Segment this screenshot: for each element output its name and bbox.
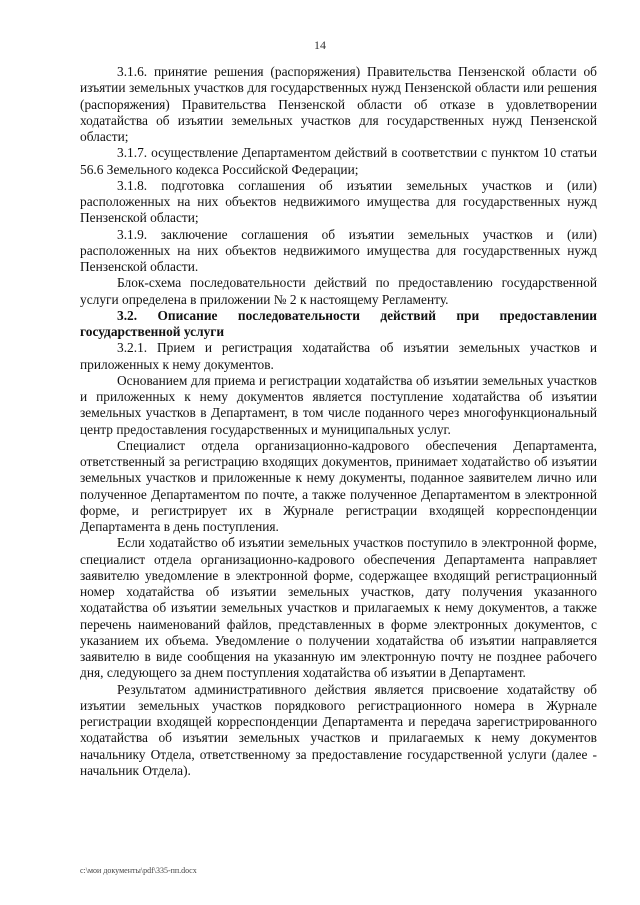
paragraph-3-1-9: 3.1.9. заключение соглашения об изъятии земельных участков и (или) расположенных на них объектов недвижимого имущества для государственных нужд Пензенской области. bbox=[80, 226, 597, 274]
paragraph-result: Результатом административного действия является присвоение ходатайству об изъятии земельных участков порядкового регистрационного номера в Журнале регистрации входящей корреспонденции Департамента и передача зарегистрированного ходатайства об изъятии земельных участков и прилагаемых к нему документов начальнику Отдела, ответственному за предоставление государственной услуги (далее - начальник Отдела). bbox=[80, 681, 597, 778]
paragraph-basis: Основанием для приема и регистрации ходатайства об изъятии земельных участков и приложенных к нему документов является поступление ходатайства об изъятии земельных участков в Департамент, в том числе поданного через многофункциональный центр предоставления государственных и муниципальных услуг. bbox=[80, 372, 597, 437]
paragraph-3-2-1: 3.2.1. Прием и регистрация ходатайства об изъятии земельных участков и приложенных к нему документов. bbox=[80, 340, 597, 372]
paragraph-3-1-6: 3.1.6. принятие решения (распоряжения) Правительства Пензенской области об изъятии земельных участков для государственных нужд Пензенской области или решения (распоряжения) Правительства Пензенской области об отказе в удовлетворении ходатайства об изъятии земельных участков для государственных нужд Пензенской области; bbox=[80, 64, 597, 144]
page-number: 14 bbox=[314, 38, 326, 52]
paragraph-specialist: Специалист отдела организационно-кадрового обеспечения Департамента, ответственный за регистрацию входящих документов, принимает ходатайство об изъятии земельных участков и приложенные к нему документы, поданное заявителем лично или полученное Департаментом по почте, а также полученное Департаментом в электронной форме, и регистрирует их в Журнале регистрации входящей корреспонденции Департамента в день поступления. bbox=[80, 437, 597, 534]
paragraph-electronic-form: Если ходатайство об изъятии земельных участков поступило в электронной форме, специалист отдела организационно-кадрового обеспечения Департамента направляет заявителю уведомление в электронной форме, содержащее входящий регистрационный номер ходатайства об изъятии земельных участков, дату получения указанного ходатайства об изъятии земельных участков и прилагаемых к нему документов, а также перечень наименований файлов, представленных в форме электронных документов, с указанием их объема. Уведомление о получении ходатайства об изъятии направляется заявителю в виде сообщения на указанную им электронную почту не позднее рабочего дня, следующего за днем поступления ходатайства об изъятии в Департамент. bbox=[80, 535, 597, 681]
footer-file-path: c:\мои документы\pdf\335-пп.docx bbox=[80, 866, 197, 875]
paragraph-3-1-7: 3.1.7. осуществление Департаментом действий в соответствии с пунктом 10 статьи 56.6 Земельного кодекса Российской Федерации; bbox=[80, 145, 597, 177]
document-body bbox=[80, 64, 597, 779]
paragraph-3-1-8: 3.1.8. подготовка соглашения об изъятии земельных участков и (или) расположенных на них объектов недвижимого имущества для государственных нужд Пензенской области; bbox=[80, 177, 597, 226]
paragraph-block-scheme: Блок-схема последовательности действий по предоставлению государственной услуги определена в приложении № 2 к настоящему Регламенту. bbox=[80, 275, 597, 307]
section-heading-3-2: 3.2. Описание последовательности действий при предоставлении государственной услуги bbox=[80, 307, 597, 339]
